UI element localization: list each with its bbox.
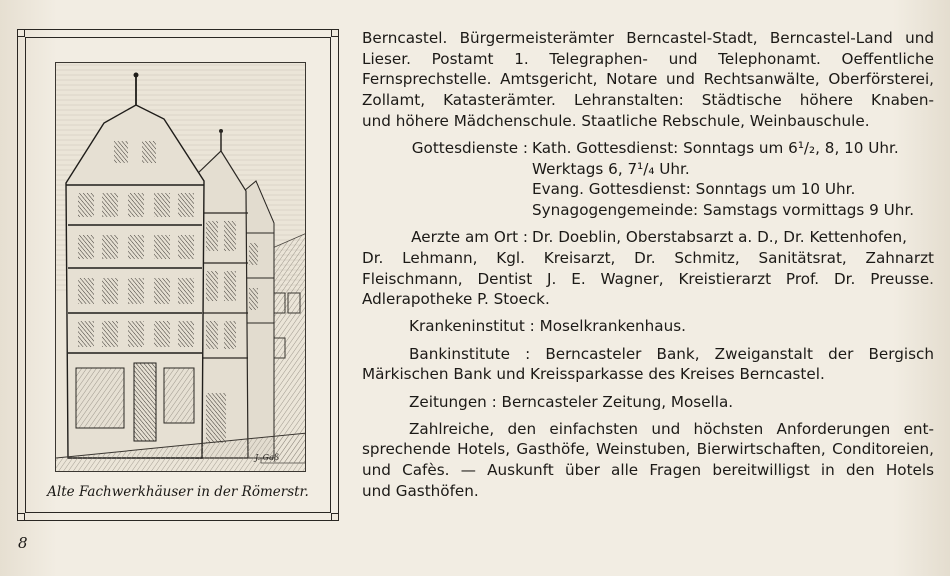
intro-line: und höhere Mädchenschule. Staatliche Rebschule, Weinbauschule. bbox=[362, 111, 870, 130]
services-line: Kath. Gottesdienst: Sonntags um 6¹/₂, 8, 10 Uhr. bbox=[532, 138, 899, 157]
frame-corner-bl bbox=[17, 513, 25, 521]
newspapers-line: Zeitungen : Berncasteler Zeitung, Mosella. bbox=[409, 392, 734, 411]
services-line: Evang. Gottesdienst: Sonntags um 10 Uhr. bbox=[532, 180, 856, 199]
intro-line: Lieser. Postamt 1. Telegraphen- und Telephonamt. Oeffentliche bbox=[362, 49, 934, 68]
artist-signature: J. Gaß bbox=[255, 453, 280, 462]
intro-line: Fernsprechstelle. Amtsgericht, Notare und Rechtsanwälte, Oberförsterei, bbox=[362, 70, 934, 89]
intro-line: Zollamt, Katasterämter. Lehranstalten: Städtische höhere Knaben- bbox=[362, 91, 934, 110]
hospital-line: Krankeninstitut : Moselkrankenhaus. bbox=[409, 317, 686, 336]
frame-corner-br bbox=[331, 513, 339, 521]
frame-corner-tl bbox=[17, 29, 25, 37]
engraving-drawing bbox=[56, 63, 306, 472]
doctors-line: Adlerapotheke P. Stoeck. bbox=[362, 290, 550, 309]
banks-line: Bankinstitute : Berncasteler Bank, Zweiganstalt der Bergisch bbox=[409, 344, 934, 363]
body-text bbox=[362, 28, 934, 501]
doctors-first-line: Dr. Doeblin, Oberstabsarzt a. D., Dr. Kettenhofen, bbox=[532, 228, 907, 247]
closing-line: sprechende Hotels, Gasthöfe, Weinstuben, Bierwirtschaften, Conditoreien, bbox=[362, 440, 934, 459]
services-line: Werktags 6, 7¹/₄ Uhr. bbox=[532, 159, 690, 178]
services-row bbox=[362, 138, 934, 159]
closing-line: und Cafès. — Auskunft über alle Fragen bereitwilligst in den Hotels bbox=[362, 461, 934, 480]
services-line: Synagogengemeinde: Samstags vormittags 9 Uhr. bbox=[532, 201, 915, 219]
half-timbered-houses-engraving bbox=[55, 62, 306, 472]
intro-line: Berncastel. Bürgermeisterämter Berncastel-Stadt, Berncastel-Land und bbox=[362, 29, 934, 47]
closing-line: und Gasthöfen. bbox=[362, 481, 479, 500]
page-number: 8 bbox=[18, 534, 28, 552]
doctors-line: Dr. Lehmann, Kgl. Kreisarzt, Dr. Schmitz, Sanitätsrat, Zahnarzt bbox=[362, 248, 934, 267]
illustration-caption: Alte Fachwerkhäuser in der Römerstr. bbox=[47, 484, 309, 500]
doctors-label: Aerzte am Ort : bbox=[411, 228, 528, 247]
doctors-row bbox=[362, 227, 934, 248]
services-label: Gottesdienste : bbox=[411, 138, 528, 157]
frame-corner-tr bbox=[331, 29, 339, 37]
closing-line: Zahlreiche, den einfachsten und höchsten Anforderungen ent- bbox=[409, 419, 934, 438]
doctors-line: Fleischmann, Dentist J. E. Wagner, Kreistierarzt Prof. Dr. Preusse. bbox=[362, 269, 934, 288]
banks-line: Märkischen Bank und Kreissparkasse des Kreises Berncastel. bbox=[362, 365, 825, 384]
